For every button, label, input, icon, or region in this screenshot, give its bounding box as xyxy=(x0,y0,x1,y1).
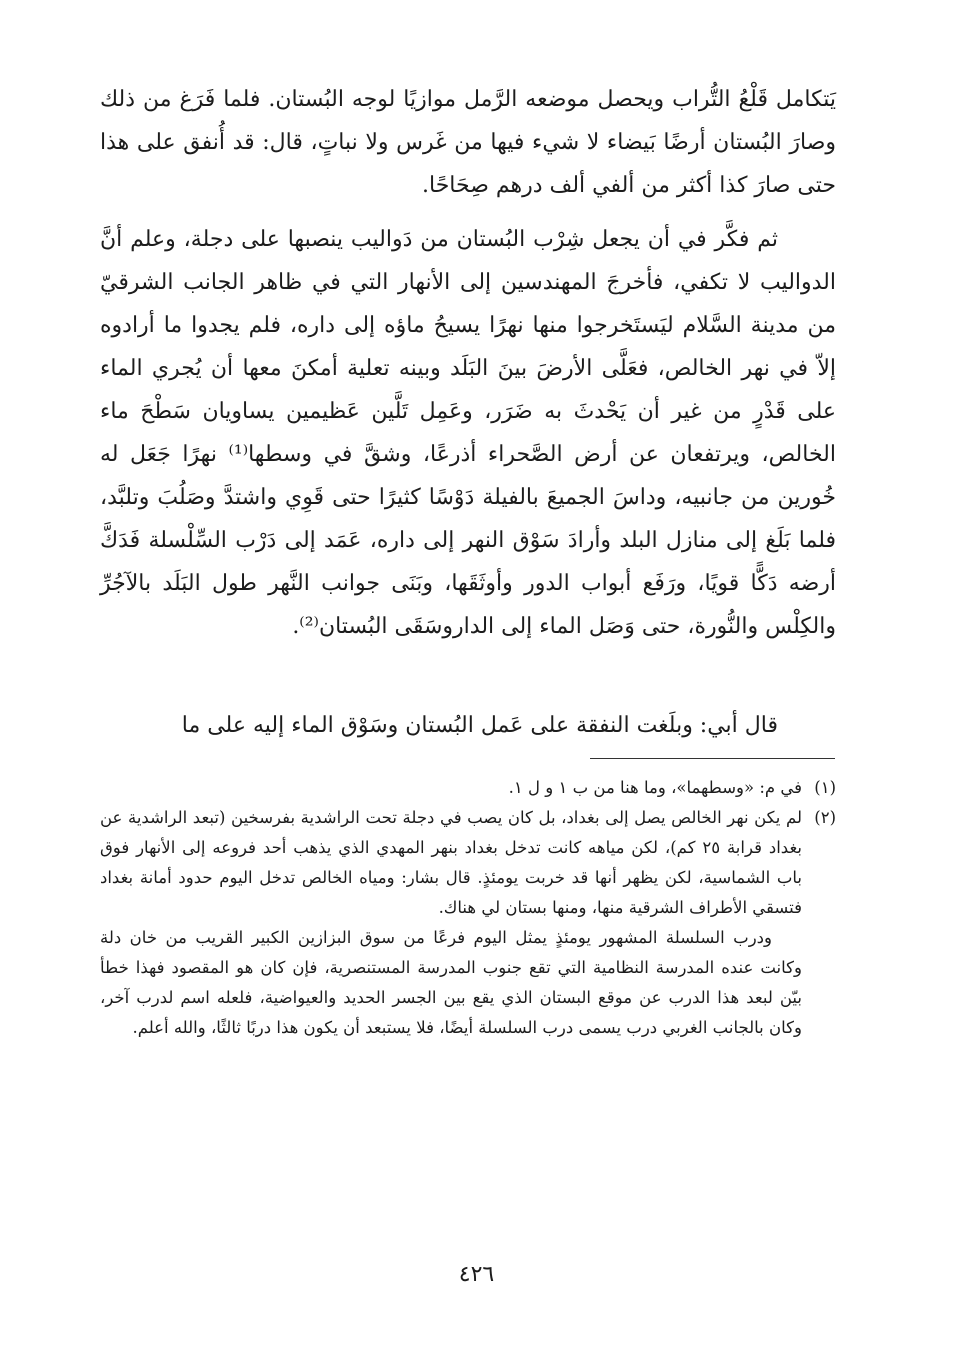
body-paragraph-1: يَتكامل قَلْعُ التُّراب ويحصل موضعه الرَّمل موازيًا لوجه البُستان. فلما فَرَغ من ذلك وصارَ البُستان أرضًا بَيضاء لا شيء فيها من غَرس ولا نباتٍ، قال: قد أُنفق على هذا حتى صارَ كذا أكثر من ألفي ألف درهم صِحَاحًا. xyxy=(100,87,836,198)
footnote-text: لم يكن نهر الخالص يصل إلى بغداد، بل كان يصب في دجلة تحت الراشدية بفرسخين (تبعد الراشدية عن بغداد قرابة ٢٥ كم)، لكن مياهه كانت تدخل بغداد بنهر المهدي الذي يذهب أحد فروعه إلى الأنهار فوق باب الشماسية، لكن يظهر أنها قد خربت يومئذٍ. قال بشار: ومياه الخالص تدخل اليوم حدود أمانة بغداد فتسقي الأطراف الشرقية منها، ومنها بستان لي هناك. xyxy=(100,808,802,917)
body-paragraph-3: قال أبي: وبلَغت النفقة على عَمل البُستان وسَوْق الماء إليه على ما xyxy=(181,713,778,738)
footnote-number: (١) xyxy=(814,778,836,797)
footnotes xyxy=(100,773,836,1043)
footnote-1 xyxy=(100,773,836,803)
footnote-2 xyxy=(100,803,836,1043)
footnote-number: (٢) xyxy=(814,808,836,827)
footnote-separator xyxy=(590,758,835,759)
footnote-text: ودرب السلسلة المشهور يومئذٍ يمثل اليوم فرعًا من سوق البزازين الكبير القريب من خان دلة وكانت عنده المدرسة النظامية التي تقع جنوب المدرسة المستنصرية، فإن كان هو المقصود فهذا خطأ بيّن لبعد هذا الدرب عن موقع البستان الذي يقع بين الجسر الحديد والعيواضية، فلعله اسم لدرب آخر، وكان بالجانب الغربي درب يسمى درب السلسلة أيضًا، فلا يستبعد أن يكون هذا دربًا ثالثًا، والله أعلم. xyxy=(100,928,802,1037)
body-paragraph-2: ثم فكَّر في أن يجعل شِرْب البُستان من دَواليب ينصبها على دجلة، وعلم أنَّ الدواليب لا تكفي، فأخرجَ المهندسين إلى الأنهار التي في ظاهر الجانب الشرقيّ من مدينة السَّلام ليَستَخرجوا منها نهرًا يسيحُ ماؤه إلى داره، فلم يجدوا ما أرادوه إلاّ في نهر الخالص، فعَلَّى الأرضَ بينَ البَلَد وبينه تعلية أمكنَ معها أن يُجري الماء على قَدْرٍ من غير أن يَحْدثَ به ضَرَر، وعَمِل تَلَّين عَظيمين يساويان سَطْحَ ماء الخالص، ويرتفعان عن أرض الصَّحراء أذرعًا، وشقَّ في وسطها⁽¹⁾ نهرًا جَعَل له خُورين من جانبيه، وداسَ الجميعَ بالفيلة دَوْسًا كثيرًا حتى قَوِي واشتدَّ وصَلُبَ وتلبَّد، فلما بَلَغ إلى منازل البلد وأرادَ سَوْق النهر إلى داره، عَمَد إلى دَرْب السِّلْسلة فَدَكَّ أرضه دَكًّا قويًا، ورَفَع أبواب الدور وأوثَقَها، وبَنَى جوانب النَّهر طول البَلَد بالآجُرِّ والكِلْس والنُّورة، حتى وَصَل الماء إلى الداروسَقَى البُستان⁽²⁾. xyxy=(100,227,836,639)
footnote-text: في م: «وسطهما»، وما هنا من ب ١ و ل ١. xyxy=(508,778,802,797)
page-number: ٤٢٦ xyxy=(458,1262,495,1287)
